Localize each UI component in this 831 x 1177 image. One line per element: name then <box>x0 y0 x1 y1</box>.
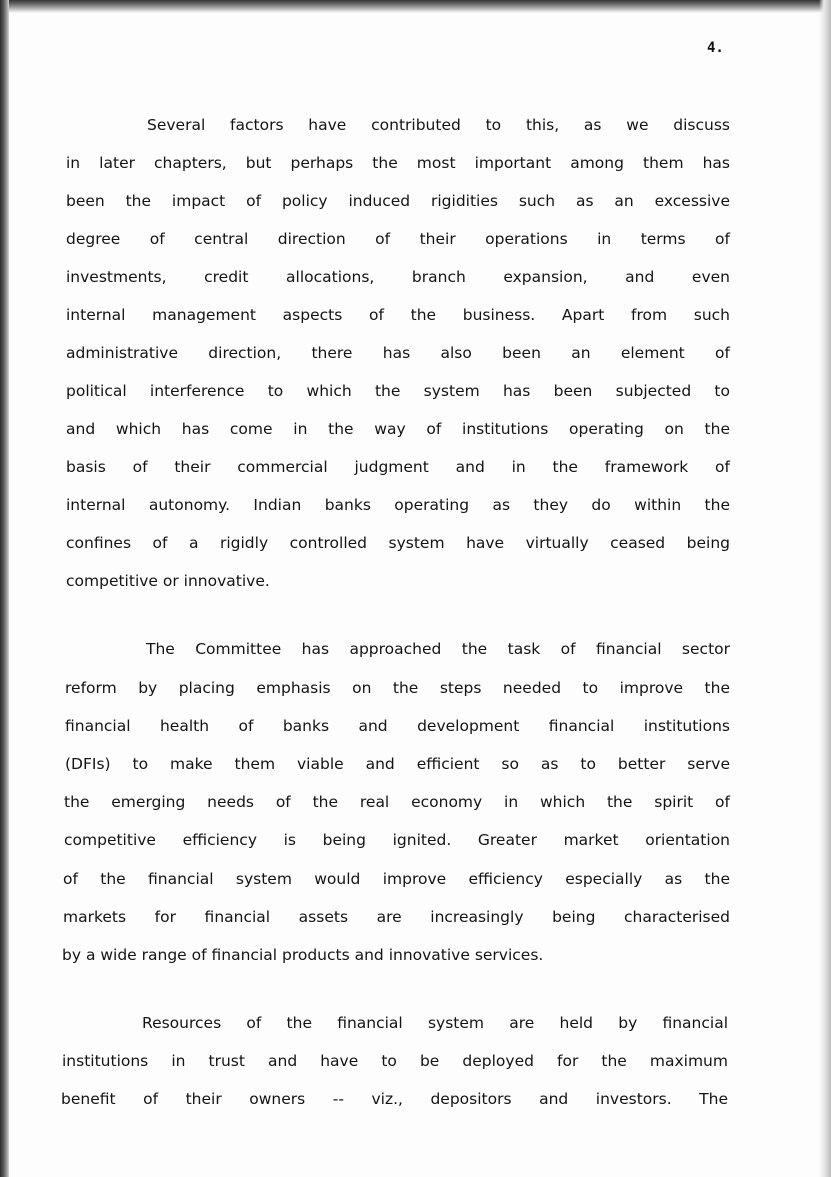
paragraph-line: markets for financial assets are increasingly being characterised <box>63 908 730 926</box>
paragraph-line: confines of a rigidly controlled system have virtually ceased being <box>66 534 730 552</box>
paragraph-line: been the impact of policy induced rigidities such as an excessive <box>66 192 730 210</box>
paragraph-line: and which has come in the way of institutions operating on the <box>66 420 730 438</box>
paragraph-line: political interference to which the system has been subjected to <box>66 382 730 400</box>
paragraph-line: reform by placing emphasis on the steps needed to improve the <box>65 679 730 697</box>
paragraph-line: competitive efficiency is being ignited. Greater market orientation <box>64 831 730 849</box>
scan-shadow-left <box>0 0 9 1177</box>
paragraph-line: Resources of the financial system are held by financial <box>142 1014 728 1032</box>
paragraph-line: financial health of banks and development financial institutions <box>65 717 730 735</box>
paragraph-line: The Committee has approached the task of financial sector <box>146 640 730 658</box>
scan-shadow-top <box>0 0 831 13</box>
paragraph-line: administrative direction, there has also been an element of <box>66 344 730 362</box>
paragraph-line: institutions in trust and have to be deployed for the maximum <box>62 1052 728 1070</box>
paragraph-line: Several factors have contributed to this, as we discuss <box>147 116 730 134</box>
paragraph-line: in later chapters, but perhaps the most important among them has <box>66 154 730 172</box>
paragraph-line: basis of their commercial judgment and in the framework of <box>66 458 730 476</box>
scan-shadow-right <box>819 0 831 1177</box>
paragraph-line: competitive or innovative. <box>66 572 270 590</box>
paragraph-line: degree of central direction of their operations in terms of <box>66 230 730 248</box>
page-number: 4. <box>707 40 724 56</box>
paragraph-line: of the financial system would improve efficiency especially as the <box>63 870 730 888</box>
paragraph-line: internal management aspects of the business. Apart from such <box>66 306 730 324</box>
paragraph-line: benefit of their owners -- viz., depositors and investors. The <box>61 1090 728 1108</box>
paragraph-line: (DFIs) to make them viable and efficient so as to better serve <box>65 755 730 773</box>
paragraph-line: investments, credit allocations, branch expansion, and even <box>66 268 730 286</box>
paragraph-line: the emerging needs of the real economy in which the spirit of <box>64 793 730 811</box>
paragraph-line: internal autonomy. Indian banks operating as they do within the <box>66 496 730 514</box>
paragraph-line: by a wide range of financial products and innovative services. <box>62 946 544 964</box>
